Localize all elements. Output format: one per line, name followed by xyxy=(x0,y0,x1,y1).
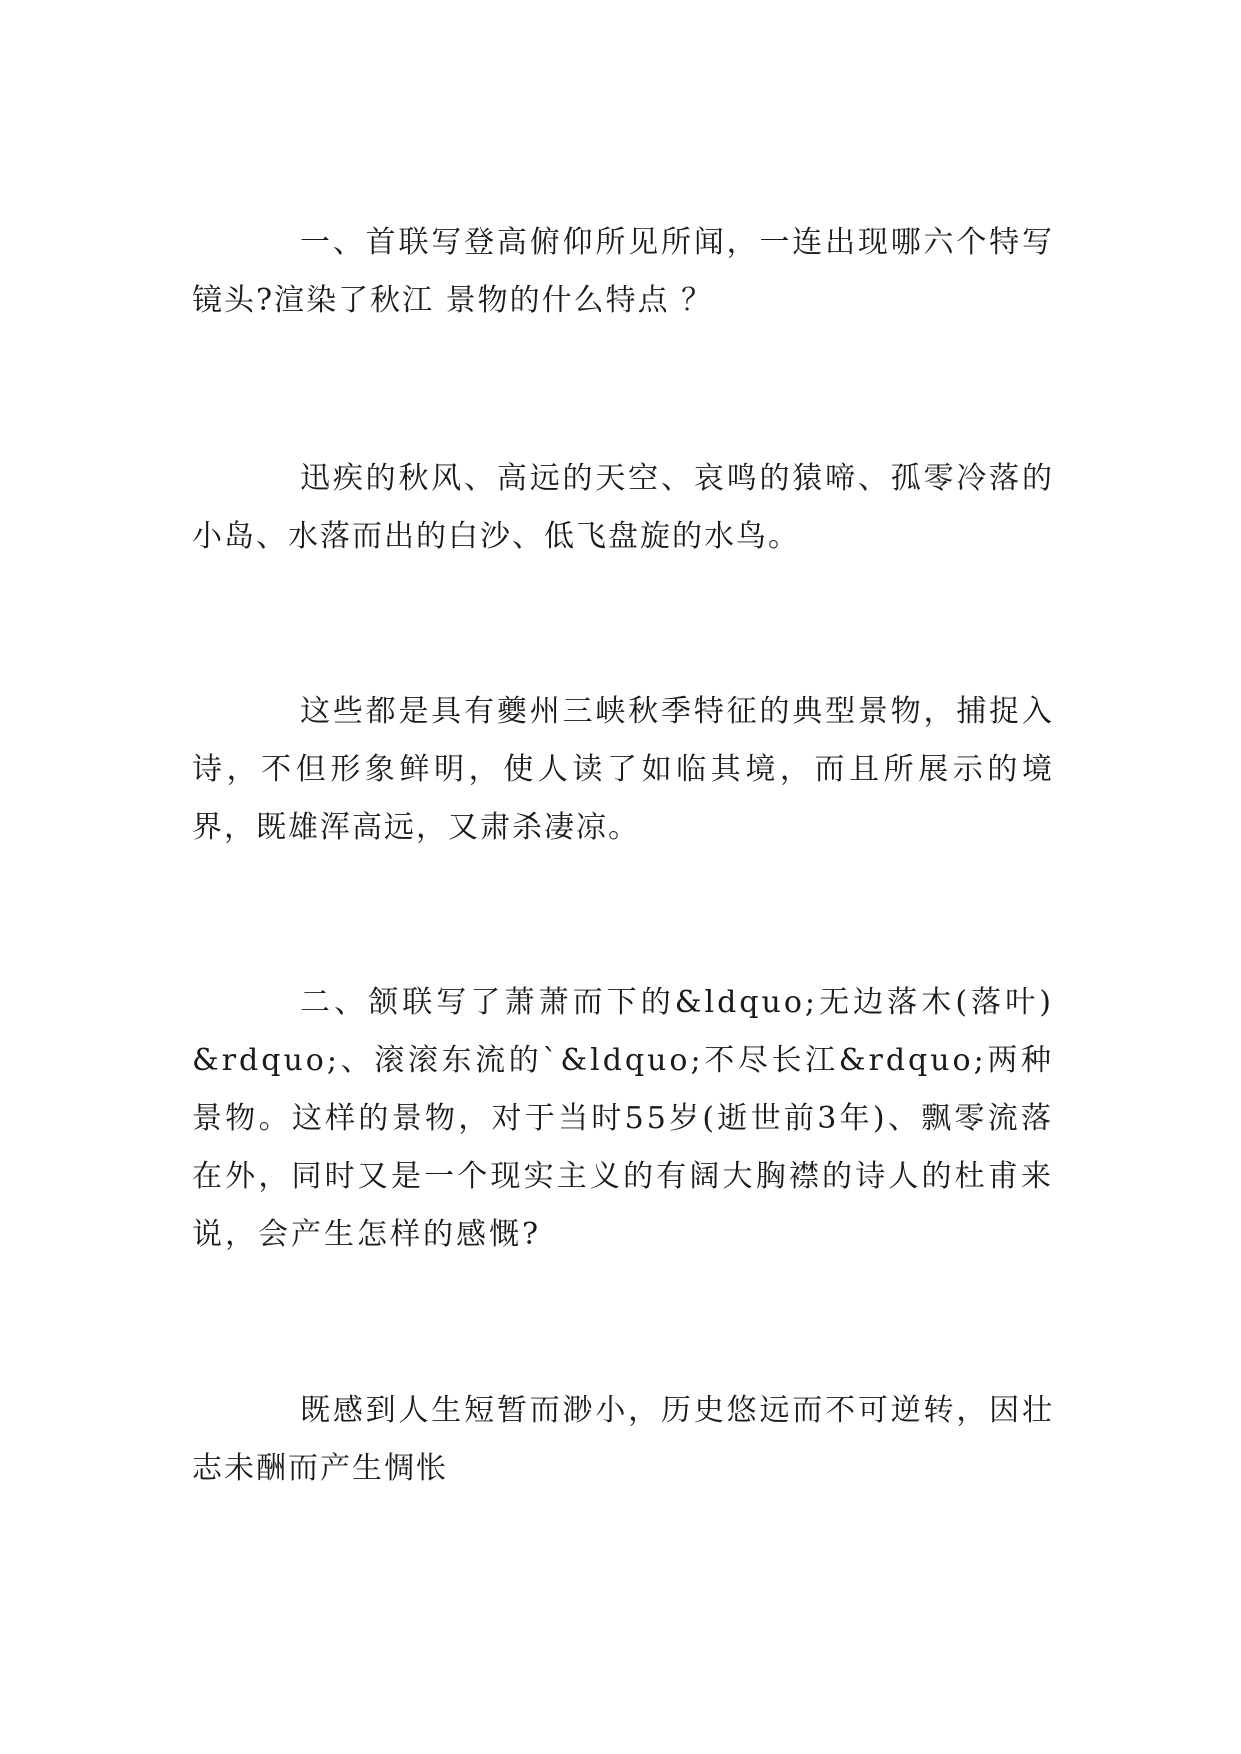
paragraph-analysis-1: 这些都是具有夔州三峡秋季特征的典型景物，捕捉入诗，不但形象鲜明，使人读了如临其境，而且所展示的境界，既雄浑高远，又肃杀凄凉。 xyxy=(192,694,1054,845)
paragraph-question-1: 一、首联写登高俯仰所见所闻，一连出现哪六个特写镜头?渲染了秋江 景物的什么特点 ？ xyxy=(192,225,1054,318)
paragraph-question-2: 二、颔联写了萧萧而下的&ldquo;无边落木(落叶)&rdquo;、滚滚东流的`&ldquo;不尽长江&rdquo;两种景物。这样的景物，对于当时55岁(逝世前3年)、飘零流落在外，同时又是一个现实主义的有阔大胸襟的诗人的杜甫来说，会产生怎样的感慨? xyxy=(192,985,1054,1252)
paragraph-answer-2: 既感到人生短暂而渺小，历史悠远而不可逆转，因壮志未酬而产生惆怅 xyxy=(192,1393,1054,1486)
paragraph-answer-1: 迅疾的秋风、高远的天空、哀鸣的猿啼、孤零冷落的小岛、水落而出的白沙、低飞盘旋的水鸟。 xyxy=(192,461,1054,554)
